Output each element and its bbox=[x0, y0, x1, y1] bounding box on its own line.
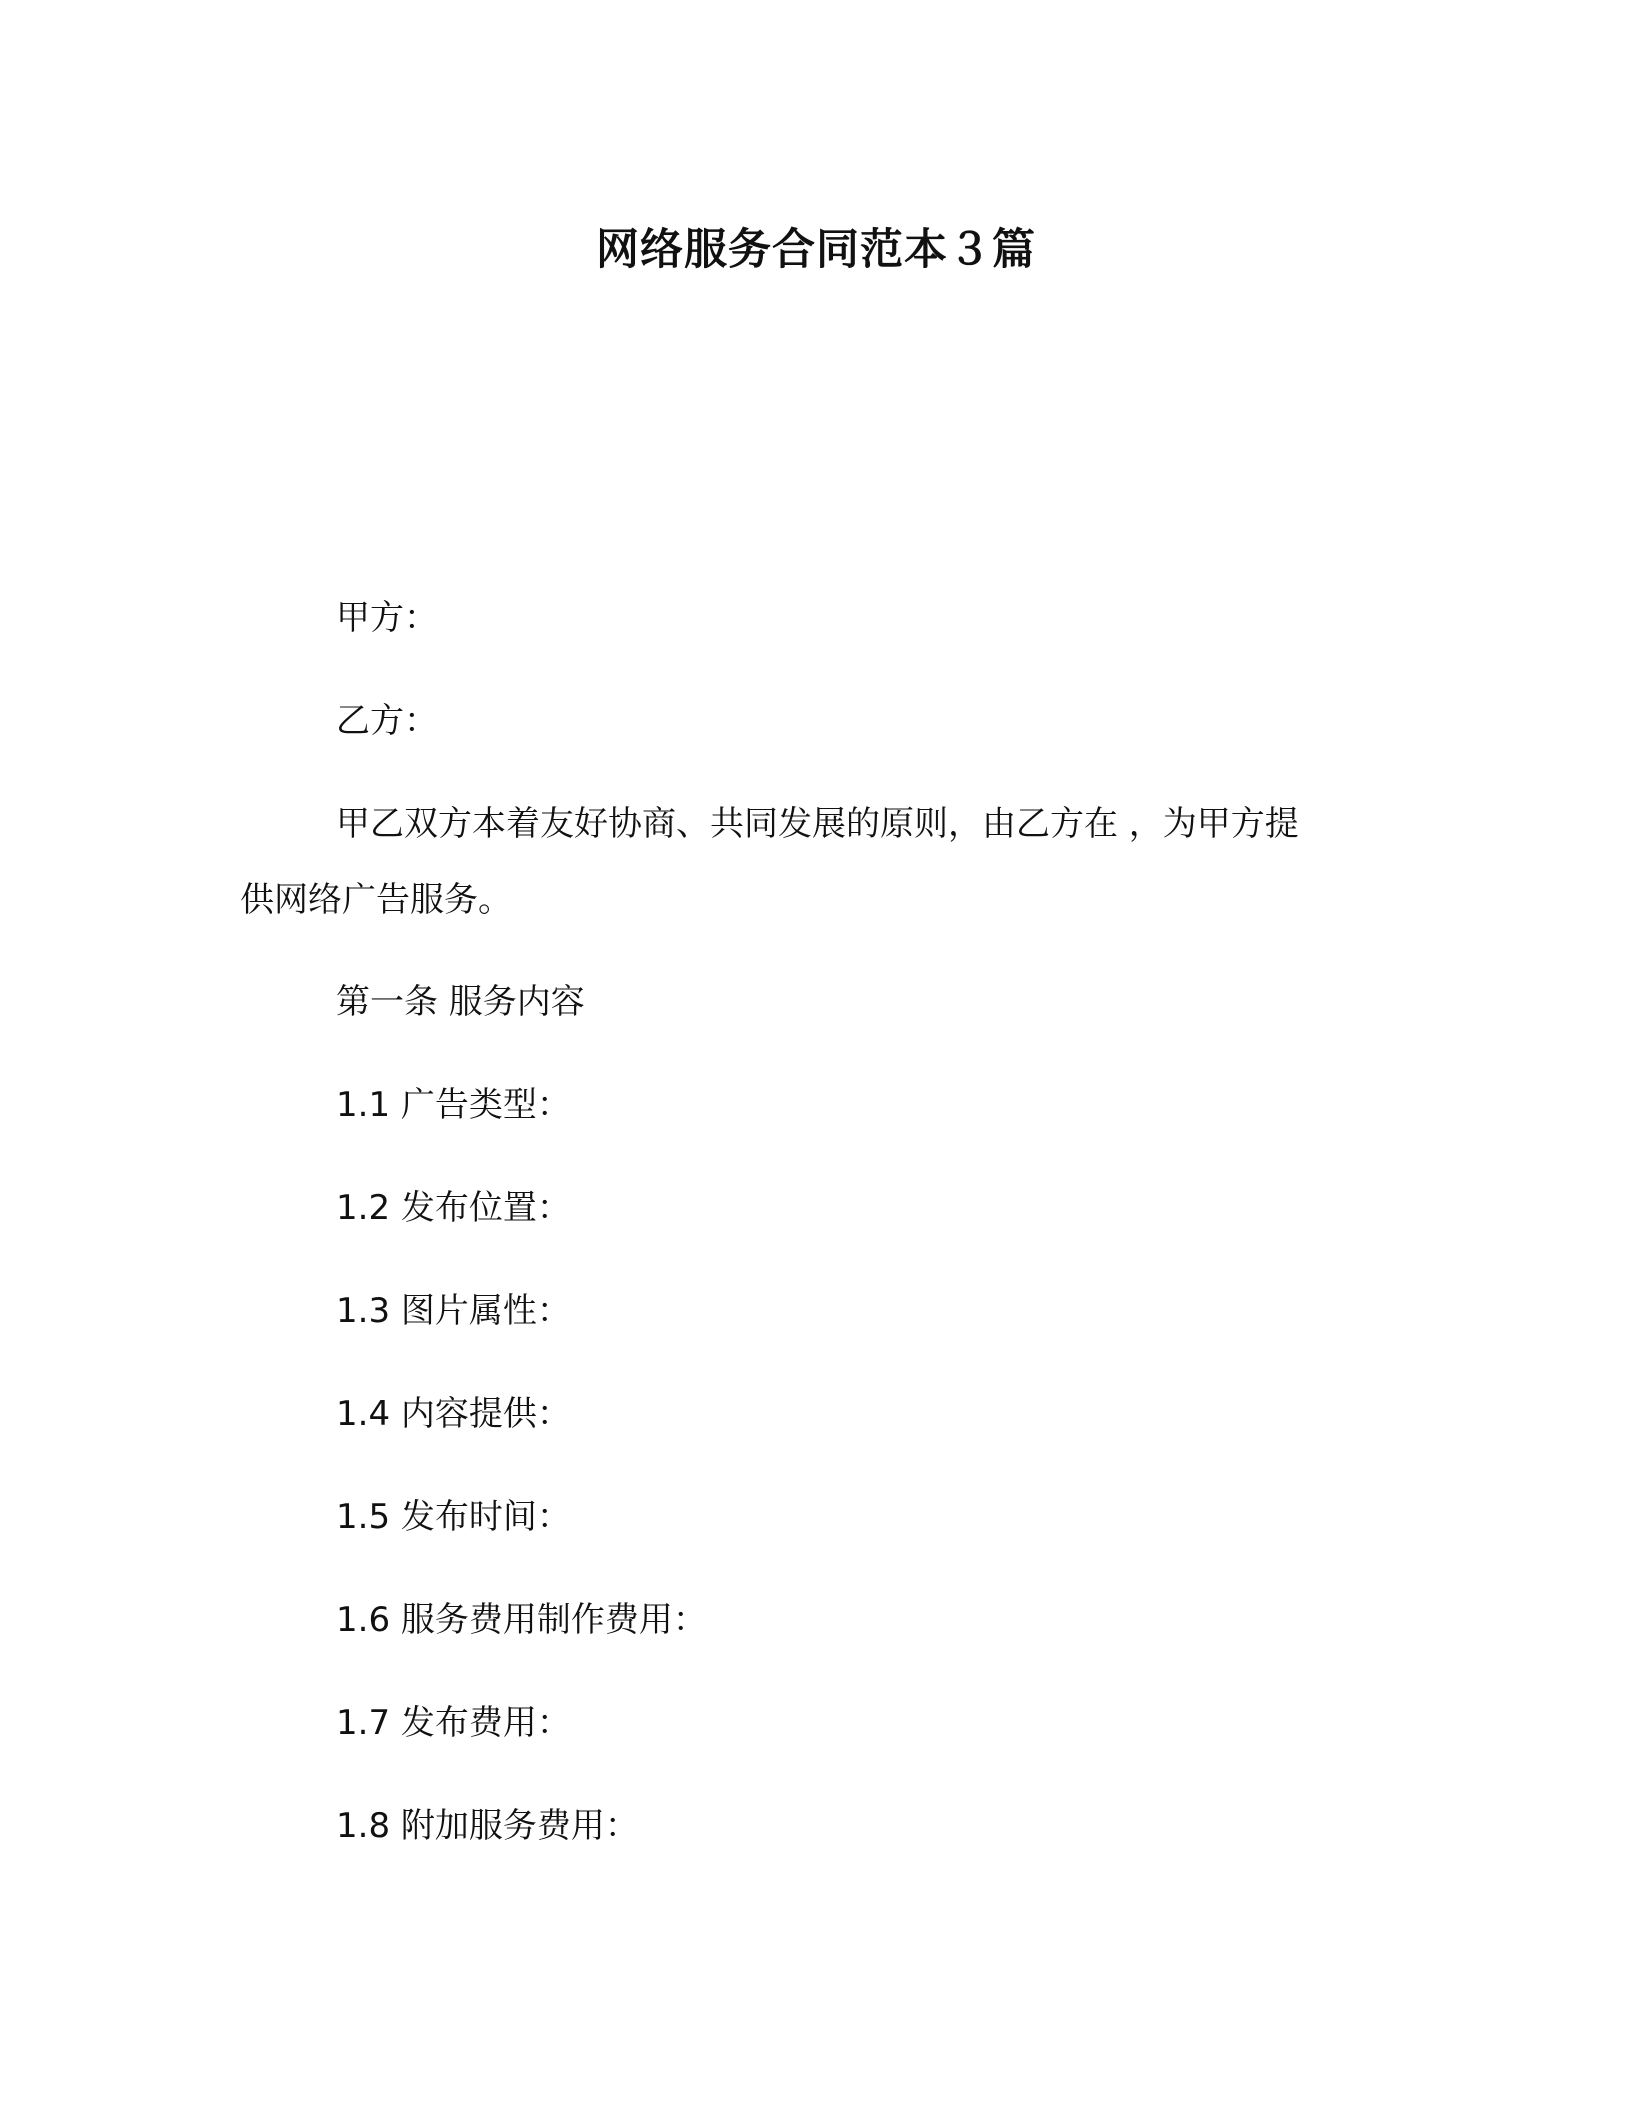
party-b-line: 乙方： bbox=[336, 701, 438, 741]
party-a-line: 甲方： bbox=[336, 598, 438, 638]
item-1-2: 1.2 发布位置： bbox=[336, 1188, 571, 1228]
item-1-1: 1.1 广告类型： bbox=[336, 1085, 571, 1125]
item-1-5: 1.5 发布时间： bbox=[336, 1497, 571, 1537]
intro-paragraph-line-2: 供网络广告服务。 bbox=[240, 880, 512, 920]
item-1-3: 1.3 图片属性： bbox=[336, 1291, 571, 1331]
item-1-8: 1.8 附加服务费用： bbox=[336, 1806, 639, 1846]
item-1-4: 1.4 内容提供： bbox=[336, 1394, 571, 1434]
intro-paragraph-line-1: 甲乙双方本着友好协商、共同发展的原则，由乙方在 ，为甲方提 bbox=[336, 804, 1299, 844]
document-title: 网络服务合同范本３篇 bbox=[596, 225, 1036, 275]
item-1-7: 1.7 发布费用： bbox=[336, 1703, 571, 1743]
item-1-6: 1.6 服务费用制作费用： bbox=[336, 1600, 707, 1640]
article-1-heading: 第一条 服务内容 bbox=[336, 982, 585, 1022]
